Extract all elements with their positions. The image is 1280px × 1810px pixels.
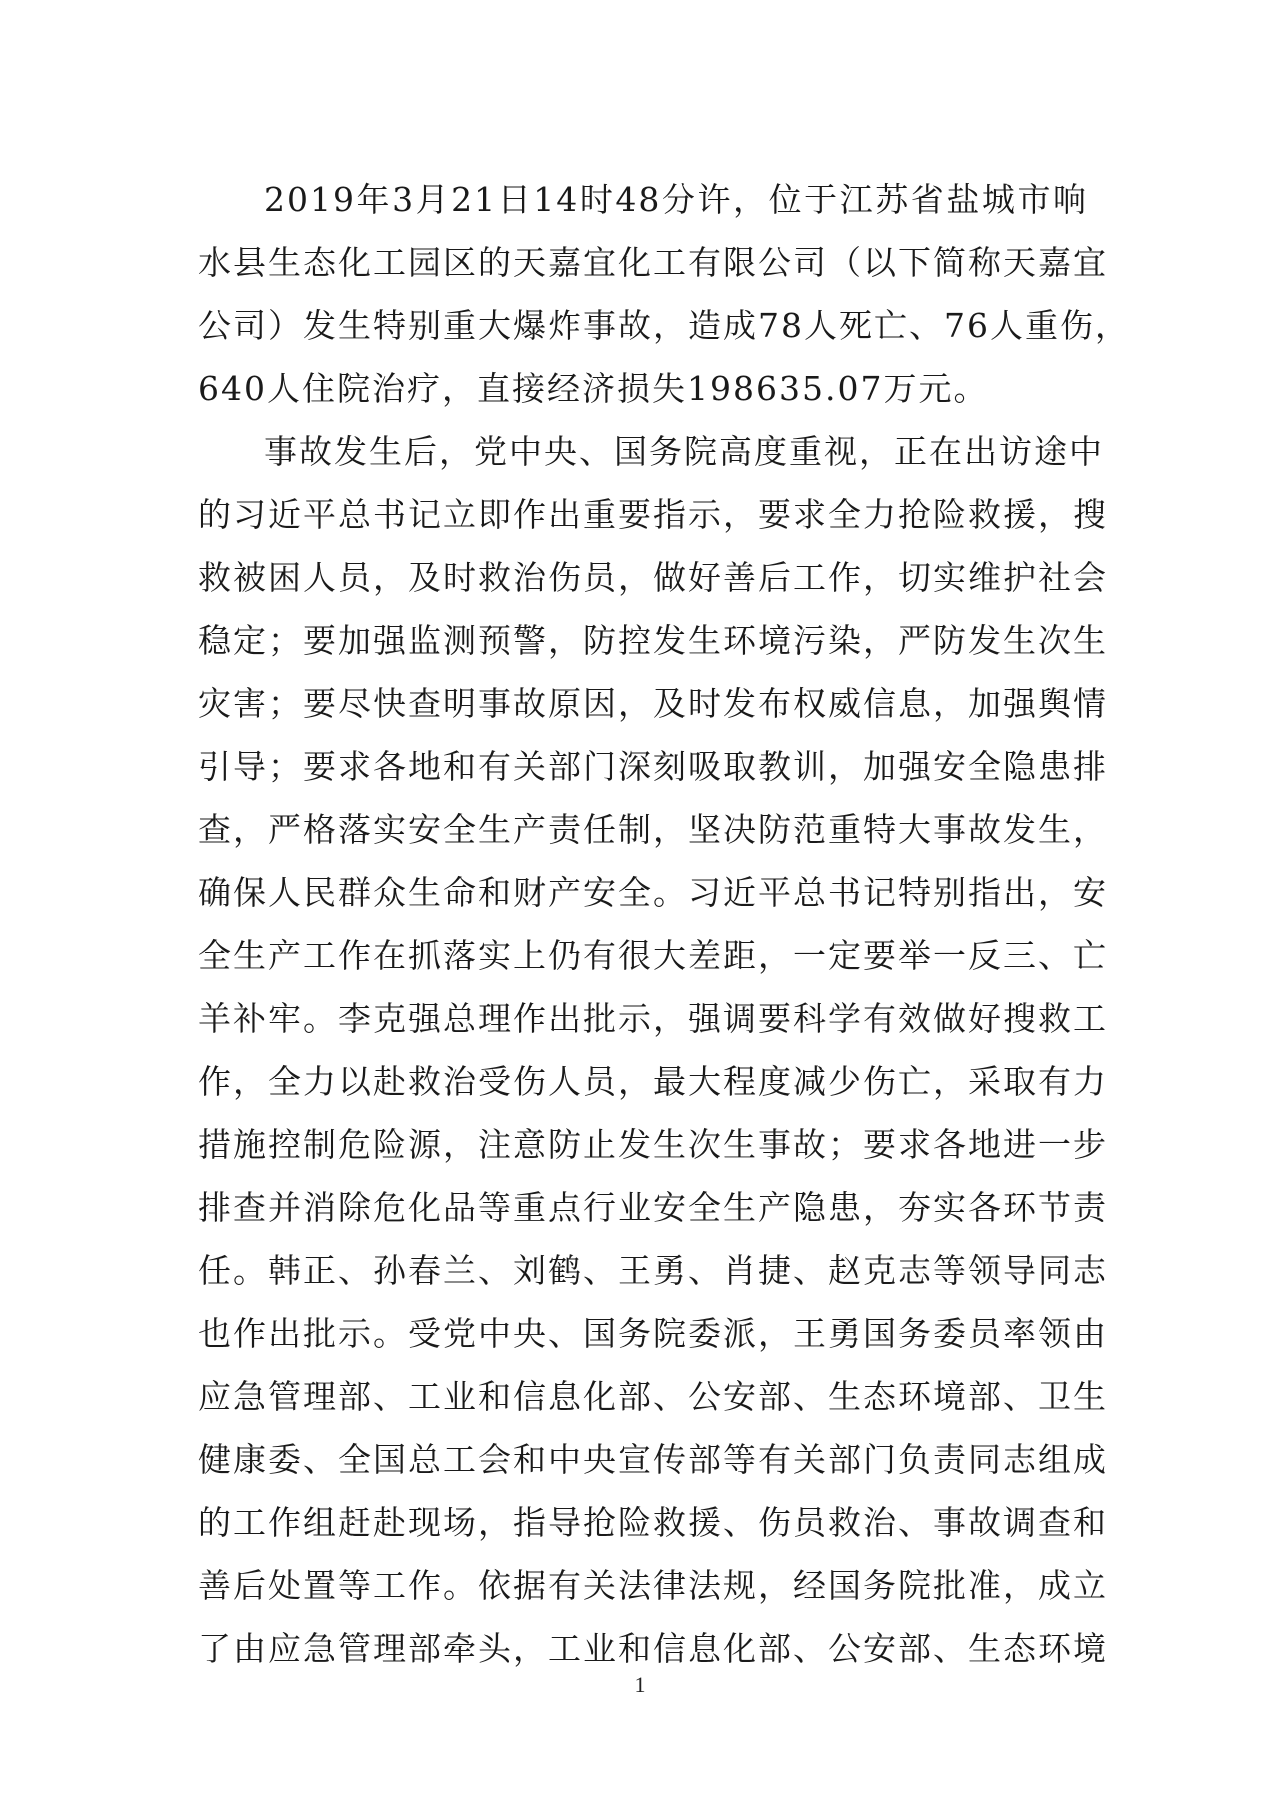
text-line: 也作出批示。受党中央、国务院委派，王勇国务委员率领由	[198, 1314, 1108, 1353]
text-line: 引导；要求各地和有关部门深刻吸取教训，加强安全隐患排	[198, 747, 1108, 786]
text-line: 了由应急管理部牵头，工业和信息化部、公安部、生态环境	[198, 1629, 1108, 1668]
text-line: 作，全力以赴救治受伤人员，最大程度减少伤亡，采取有力	[198, 1062, 1108, 1101]
text-line: 措施控制危险源，注意防止发生次生事故；要求各地进一步	[198, 1125, 1108, 1164]
text-line: 事故发生后，党中央、国务院高度重视，正在出访途中	[264, 432, 1104, 471]
text-line: 任。韩正、孙春兰、刘鹤、王勇、肖捷、赵克志等领导同志	[198, 1251, 1108, 1290]
text-line: 的习近平总书记立即作出重要指示，要求全力抢险救援，搜	[198, 495, 1108, 534]
text-line: 羊补牢。李克强总理作出批示，强调要科学有效做好搜救工	[198, 999, 1108, 1038]
text-line: 640人住院治疗，直接经济损失198635.07万元。	[198, 369, 989, 408]
page-number: 1	[634, 1672, 646, 1697]
paragraph-2	[198, 420, 1108, 1680]
text-line: 全生产工作在抓落实上仍有很大差距，一定要举一反三、亡	[198, 936, 1108, 975]
text-line: 2019年3月21日14时48分许，位于江苏省盐城市响	[264, 180, 1088, 219]
text-line: 确保人民群众生命和财产安全。习近平总书记特别指出，安	[198, 873, 1108, 912]
text-line: 善后处置等工作。依据有关法律法规，经国务院批准，成立	[198, 1566, 1108, 1605]
text-line: 稳定；要加强监测预警，防控发生环境污染，严防发生次生	[198, 621, 1108, 660]
text-line: 水县生态化工园区的天嘉宜化工有限公司（以下简称天嘉宜	[198, 243, 1108, 282]
document-body	[198, 168, 1130, 1680]
paragraph-1	[198, 168, 1130, 420]
text-line: 救被困人员，及时救治伤员，做好善后工作，切实维护社会	[198, 558, 1108, 597]
text-line: 应急管理部、工业和信息化部、公安部、生态环境部、卫生	[198, 1377, 1108, 1416]
text-line: 查，严格落实安全生产责任制，坚决防范重特大事故发生，	[198, 810, 1108, 849]
text-line: 健康委、全国总工会和中央宣传部等有关部门负责同志组成	[198, 1440, 1108, 1479]
text-line: 的工作组赶赴现场，指导抢险救援、伤员救治、事故调查和	[198, 1503, 1108, 1542]
text-line: 灾害；要尽快查明事故原因，及时发布权威信息，加强舆情	[198, 684, 1108, 723]
text-line: 公司）发生特别重大爆炸事故，造成78人死亡、76人重伤，	[198, 306, 1130, 345]
text-line: 排查并消除危化品等重点行业安全生产隐患，夯实各环节责	[198, 1188, 1108, 1227]
